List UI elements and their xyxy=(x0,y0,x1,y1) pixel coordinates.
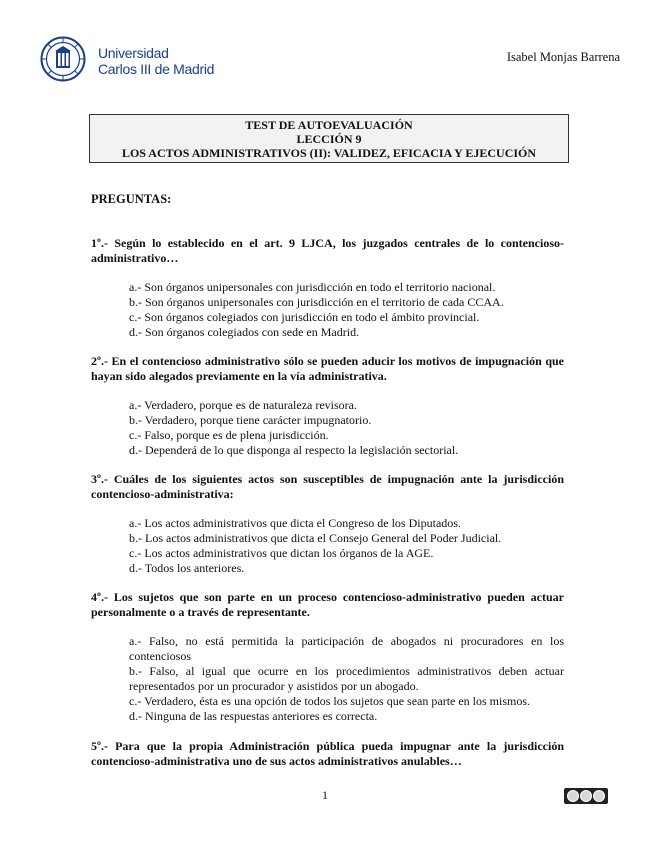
option-c: c.- Los actos administrativos que dictan los órganos de la AGE. xyxy=(129,546,434,560)
question-4-options xyxy=(129,634,564,724)
university-logo xyxy=(40,36,215,82)
title-line-1: TEST DE AUTOEVALUACIÓN xyxy=(245,118,413,132)
author-name: Isabel Monjas Barrena xyxy=(506,50,620,64)
question-3-options xyxy=(129,516,564,576)
option-b: b.- Falso, al igual que ocurre en los procedimientos administrativos deben actuar representados por un procurador y asistidos por un abogado. xyxy=(129,664,564,693)
section-heading: PREGUNTAS: xyxy=(91,192,172,206)
university-seal-icon xyxy=(40,36,88,82)
page-number: 1 xyxy=(322,788,328,802)
creative-commons-icon xyxy=(564,788,608,804)
option-a: a.- Son órganos unipersonales con jurisdicción en todo el territorio nacional. xyxy=(129,280,496,294)
question-4: 4º.- Los sujetos que son parte en un proceso contencioso-administrativo pueden actuar personalmente o a través de representante. xyxy=(91,590,564,619)
question-2-options xyxy=(129,398,564,458)
title-line-3: LOS ACTOS ADMINISTRATIVOS (II): VALIDEZ, EFICACIA Y EJECUCIÓN xyxy=(121,146,537,160)
page-header xyxy=(40,36,620,82)
question-3: 3º.- Cuáles de los siguientes actos son susceptibles de impugnación ante la jurisdicción contencioso-administrativa: xyxy=(91,472,564,501)
question-1: 1º.- Según lo establecido en el art. 9 LJCA, los juzgados centrales de lo contencioso-administrativo… xyxy=(91,236,564,265)
question-5: 5º.- Para que la propia Administración pública pueda impugnar ante la jurisdicción contencioso-administrativa uno de sus actos administrativos anulables… xyxy=(91,739,564,768)
university-name-line2: Carlos III de Madrid xyxy=(98,61,215,77)
question-2: 2º.- En el contencioso administrativo sólo se pueden aducir los motivos de impugnación que hayan sido alegados previamente en la vía administrativa. xyxy=(91,354,564,383)
option-d: d.- Todos los anteriores. xyxy=(129,561,245,575)
university-name xyxy=(98,45,214,77)
option-c: c.- Falso, porque es de plena jurisdicción. xyxy=(129,428,329,442)
option-a: a.- Los actos administrativos que dicta el Congreso de los Diputados. xyxy=(129,516,461,530)
option-d: d.- Dependerá de lo que disponga al respecto la legislación sectorial. xyxy=(129,443,459,457)
test-title-box xyxy=(89,114,569,163)
option-d: d.- Ninguna de las respuestas anteriores es correcta. xyxy=(129,709,378,723)
option-c: c.- Verdadero, ésta es una opción de todos los sujetos que sean parte en los mismos. xyxy=(129,694,531,708)
option-a: a.- Falso, no está permitida la participación de abogados ni procuradores en los contenciosos xyxy=(129,634,564,663)
option-b: b.- Verdadero, porque tiene carácter impugnatorio. xyxy=(129,413,372,427)
question-1-options xyxy=(129,280,564,340)
option-b: b.- Son órganos unipersonales con jurisdicción en el territorio de cada CCAA. xyxy=(129,295,504,309)
title-line-2: LECCIÓN 9 xyxy=(296,132,362,146)
option-b: b.- Los actos administrativos que dicta el Consejo General del Poder Judicial. xyxy=(129,531,502,545)
option-a: a.- Verdadero, porque es de naturaleza revisora. xyxy=(129,398,357,412)
university-name-line1: Universidad xyxy=(98,45,169,61)
option-c: c.- Son órganos colegiados con jurisdicción en todo el ámbito provincial. xyxy=(129,310,480,324)
option-d: d.- Son órganos colegiados con sede en Madrid. xyxy=(129,325,360,339)
